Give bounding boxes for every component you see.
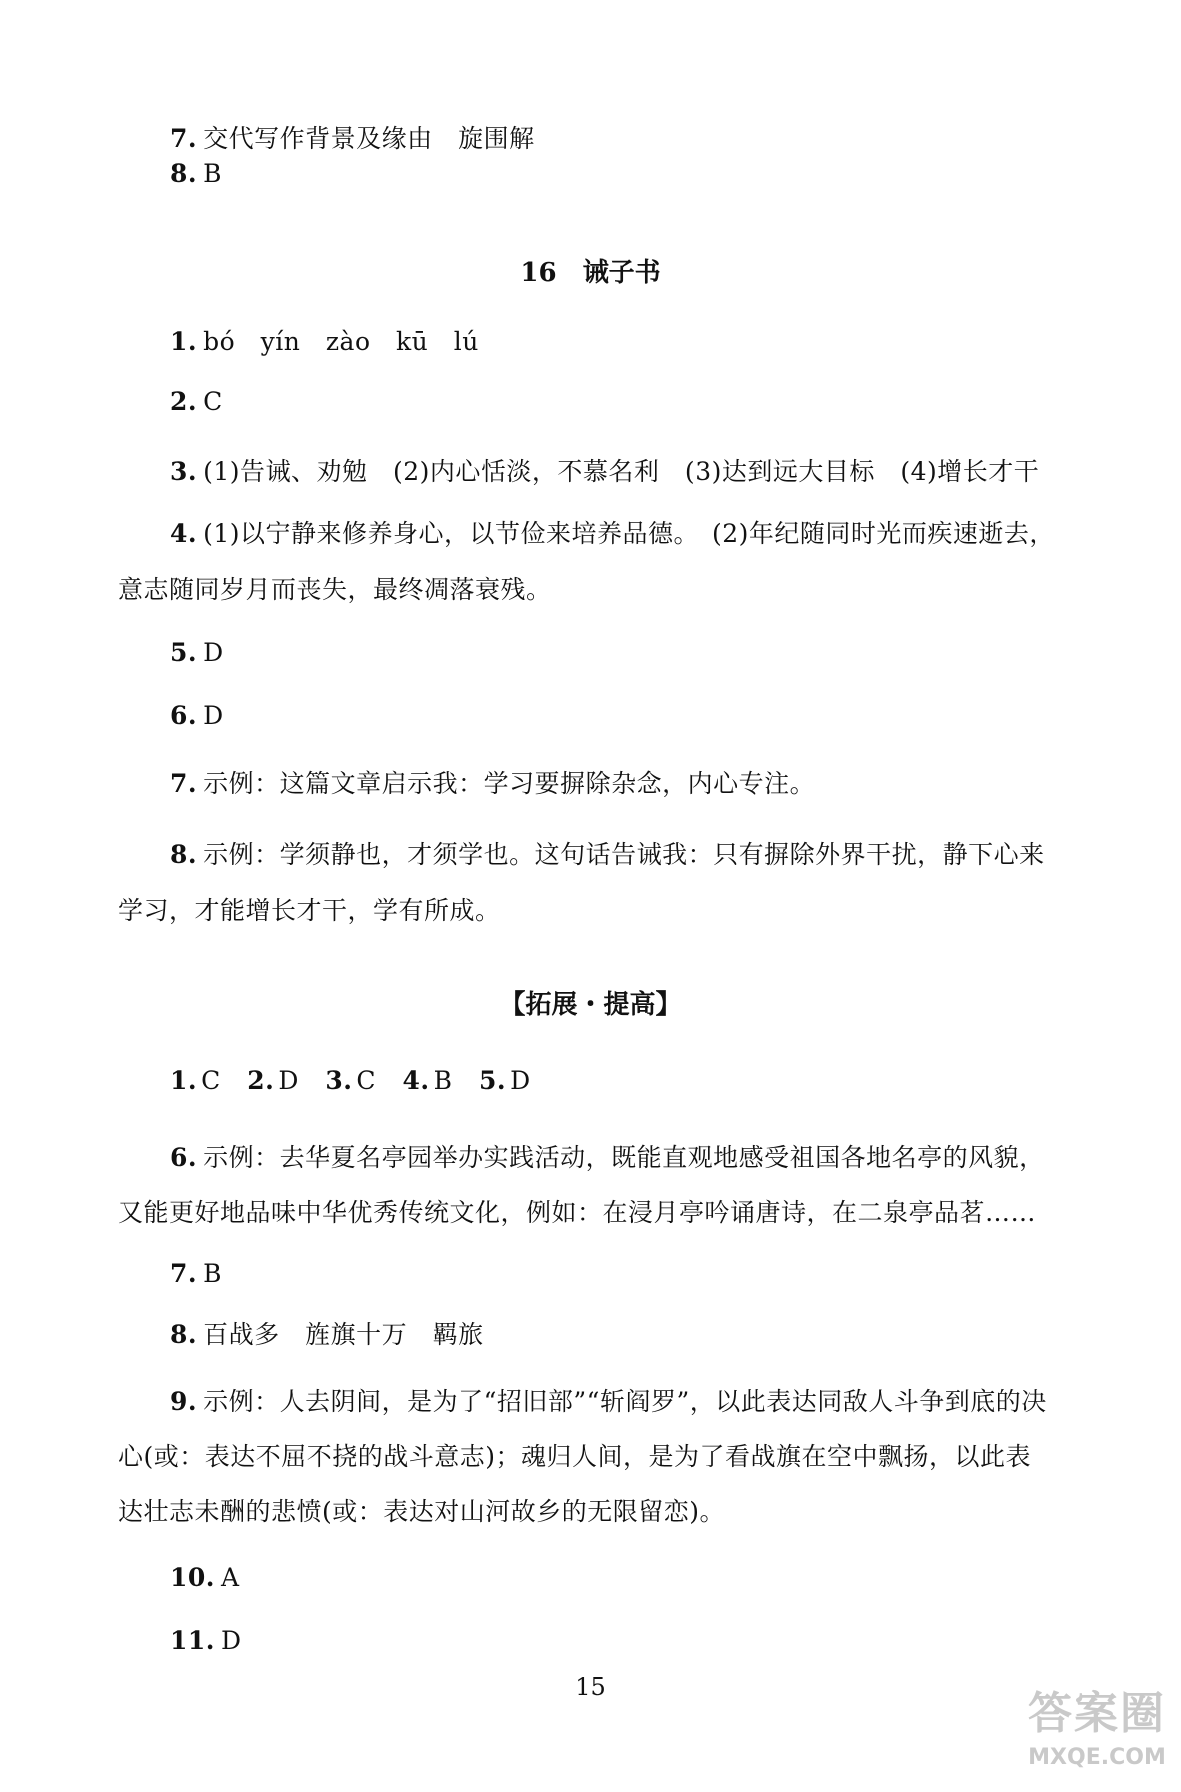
answer-item: 11. D: [170, 1626, 242, 1655]
answer-item: 4. (1)以宁静来修养身心，以节俭来培养品德。 (2)年纪随同时光而疾速逝去，: [170, 519, 1055, 548]
inline-answer: 3. C: [325, 1066, 377, 1095]
answer-item: 7. B: [170, 1259, 222, 1288]
answer-item: 7. 交代写作背景及缘由 旋围解: [170, 124, 535, 153]
answer-continuation: 又能更好地品味中华优秀传统文化，例如：在浸月亭吟诵唐诗，在二泉亭品茗……: [118, 1198, 1037, 1227]
answer-item: 10. A: [170, 1563, 240, 1592]
inline-answer: 4. B: [402, 1066, 453, 1095]
answer-item: 5. D: [170, 638, 224, 667]
answer-item: 9. 示例：人去阴间，是为了“招旧部”“斩阎罗”，以此表达同敌人斗争到底的决: [170, 1387, 1047, 1416]
inline-answer: 5. D: [478, 1066, 531, 1095]
inline-answers-row: [170, 1064, 549, 1098]
answer-item: 1. bó yín zào kū lú: [170, 327, 479, 356]
answer-item: 6. D: [170, 701, 224, 730]
answer-item: 8. 百战多 旌旗十万 羁旅: [170, 1320, 484, 1349]
answer-continuation: 达壮志未酬的悲愤(或：表达对山河故乡的无限留恋)。: [118, 1497, 726, 1526]
section-title: 【拓展・提高】: [499, 990, 682, 1020]
answer-continuation: 学习，才能增长才干，学有所成。: [118, 896, 501, 925]
answer-item: 6. 示例：去华夏名亭园举办实践活动，既能直观地感受祖国各地名亭的风貌，: [170, 1143, 1045, 1172]
answer-item: 7. 示例：这篇文章启示我：学习要摒除杂念，内心专注。: [170, 769, 816, 798]
answer-item: 3. (1)告诫、劝勉 (2)内心恬淡，不慕名利 (3)达到远大目标 (4)增长才干: [170, 457, 1040, 486]
inline-answer: 2. D: [247, 1066, 299, 1095]
answer-item: 8. B: [170, 159, 222, 188]
answer-item: 2. C: [170, 387, 223, 416]
page-number: 15: [575, 1673, 606, 1701]
watermark-logo: [1027, 1682, 1167, 1782]
watermark-logo-text: 答案圈: [1028, 1688, 1166, 1739]
watermark-url: MXQE.COM: [1028, 1745, 1166, 1770]
answer-item: 8. 示例：学须静也，才须学也。这句话告诫我：只有摒除外界干扰，静下心来: [170, 840, 1045, 869]
lesson-title: 16 诫子书: [520, 258, 661, 288]
answer-continuation: 心(或：表达不屈不挠的战斗意志)；魂归人间，是为了看战旗在空中飘扬，以此表: [118, 1442, 1032, 1471]
inline-answer: 1. C: [170, 1066, 221, 1095]
answer-continuation: 意志随同岁月而丧失，最终凋落衰残。: [118, 575, 552, 604]
